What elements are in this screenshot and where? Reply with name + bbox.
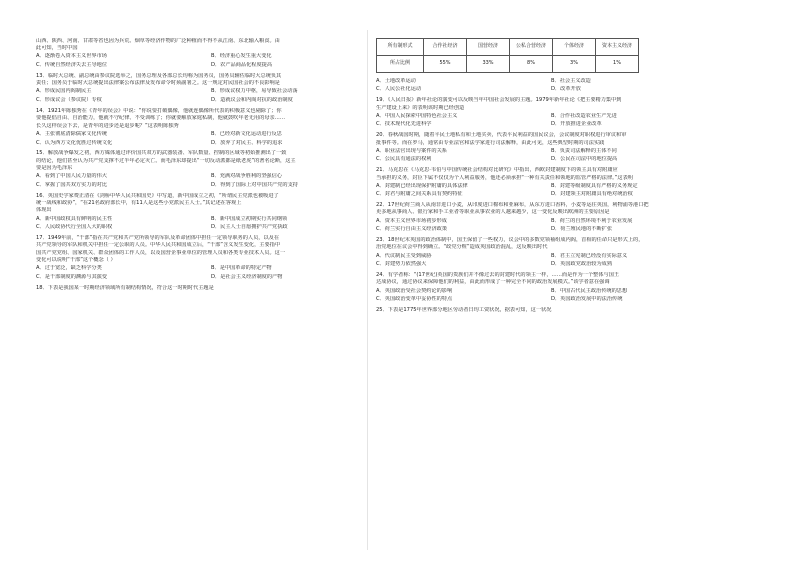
answer-option: B．是中国革命的特定产物 [211,265,272,272]
table-row [377,56,639,73]
answer-options-row [376,147,726,156]
answer-option: D．公民在司法中的地位提高 [551,156,618,163]
answer-option: C．荷兰实行自由主义经济政策 [376,226,448,233]
answer-option: A．中国人民探索中国特色社会主义 [376,112,458,119]
answer-option: A．封建制已经出现保护附庸的具体法律 [376,182,468,189]
table-cell: 8% [510,56,553,73]
answer-option: B．形成议权力中枢，易导致社会动荡 [211,88,298,95]
question-text-line: 17．1949年前，“干部”指在共产党和共产党所领导的军队及革命团体中担任一定领导职务的人员，以及在 [36,235,280,242]
question-text-line: 要是因为毛泽东 [36,165,73,172]
question-text-line: 当承担的义务，封臣下属不仅仅为个人利益服务，他还必须承担“一种有关责任和领地的监管严格的法律。”这表明 [376,174,633,181]
answer-option: C．传统自然经济失去主导地位 [36,62,108,69]
answer-options-row [36,53,386,62]
answer-option: B．已经对新文化运动进行反思 [211,130,282,137]
question-text-line: 19．《人民日报》新年社论的演变可以反映当年中国社会发展的主题。1979年新年社论《把主要精力集中到 [376,97,622,104]
answer-option: D．民主人士自愿拥护共产党执政 [211,224,288,231]
question-text-line: 统一战线和政协”，“在21名政府部长中，有11人是这些小党派民主人士。”其记述在客观上 [36,200,242,207]
answer-options-row [36,139,386,148]
answer-option: B．中国古代民主政治传统的思想 [551,287,628,294]
answer-options-row [36,224,386,233]
answer-option: C．是干部制度的渊源与其演变 [36,274,108,281]
answer-option: B．负责司法解释的主体不同 [551,147,617,154]
answer-options-row [376,182,726,191]
question-text-line: 共产党领导的军队和机关中担任一定公职的人员。中华人民共和国成立后，“干部”含义发生变化，主要指中 [36,242,281,249]
answer-option: A．资本主义世界市场初步形成 [376,217,447,224]
answer-option: D．是社会主义经济制度的产物 [211,274,283,281]
answer-option: C．封君与附庸之间关系具有契约特征 [376,191,463,198]
right-column [376,38,726,314]
answer-option: D．得到了国际上对中国共产党的支持 [211,181,298,188]
answer-option: C．人民政协代行全国人大的职权 [36,224,113,231]
question-text-line: 责任；国务员于临时大总统提出法律案公布法律及发布命令时须副署之。这一规定对民国社会的不良影响是 [36,80,280,87]
question-text-line: 此可知，当时中国 [36,45,78,52]
question-text-line: 更多地从事商人、银行家和手工业者等职业从事农业的人越来越少，这一变化反映出欧洲的主要原因是 [376,209,610,216]
question-text-line: 要他提倡自由、自治能力，他就不守纪律、不受训练了；你就要解放家庭私制，他就鼓吹年老无用的母亲…… [36,115,286,122]
question-text-line: 山西、陕西、河南、甘肃等省也因为兵荒、烟草等经济作物的广泛种植而不得不从江南、东北输入粮食。由 [36,38,280,44]
question-text-line: 23．18世纪末英国的政治体制中，国王保留了一些权力，议会中的多数党领袖组成内阁，首相的任命只是形式上的， [376,237,644,244]
table-cell: 所占比例 [377,56,424,73]
question-text-line: 25．下表是1775年世界部分地区劳动者日均工资状况，据表可知，这一状况 [376,307,552,313]
answer-option: C．公民具有通法的权利 [376,156,432,163]
question-text-line: 13．临时大总统、副总统由参议院选举之，国务总理及各部总长均称为国务员，国务员辅佐临时大总统负其 [36,72,282,79]
answer-option: D．开放推进企业改革 [551,121,602,128]
answer-options-row [36,181,386,190]
answer-option: D．造就议会和内阁对抗的政治制度 [211,97,293,104]
answer-option: D．改革开放 [551,86,581,93]
question-text-line: 长久这样误会下去，是青年的进步还是退步呢？”这表明陈独秀 [36,122,179,129]
answer-option: B．充满对战争胜利的坚强信心 [211,173,282,180]
answer-option: B．经济重心发生重大变化 [211,53,272,60]
table-header-cell: 资本主义经济 [596,39,639,56]
question-text-line: 22．17世纪荷兰商人从南非进口小麦，从印度进口棉布和亚麻布，从东方进口香料，小麦等运往英国，利物浦等港口把 [376,202,649,209]
answer-options-row [36,62,386,71]
table-header-row [377,39,639,56]
answer-options-row [36,273,386,282]
answer-option: C．形成议会（参议院）专权 [36,97,102,104]
answer-options-row [36,130,386,139]
answer-option: B．荷兰的自然环境不利于农业发展 [551,217,633,224]
answer-options-row [376,156,726,165]
answer-option: D．英国政党政治较为成熟 [551,261,613,268]
question-text-line: 16．英国史学家费正清在《剑桥中华人民共和国史》中写道，新中国成立之初，“所谓民主党派也被吸进了 [36,192,279,199]
answer-option: C．技术现代化先进科学 [376,121,432,128]
question-text-line: 体现出 [36,207,52,214]
ownership-table [376,38,639,73]
table-header-cell: 公私合营经济 [510,39,553,56]
answer-options-row [376,296,726,305]
answer-options-row [36,265,386,274]
left-column [36,38,386,292]
answer-option: A．过于宽泛，缺乏科学分类 [36,265,102,272]
table-cell: 1% [596,56,639,73]
answer-options-row [376,77,726,86]
table-cell: 33% [467,56,510,73]
answer-option: B．合作社改造农业生产先进 [551,112,617,119]
question-text-line: 14．1921年陈独秀在《青年的误会》中说：“你说要打破偶像，他就连偶像所代表的积极意义也剔除了；你 [36,107,282,114]
question-text-line: 20．春秋战国时期，随着平民土地私有和土地买卖，代表平民利益的国民议会，会议制度对职权进行审议和审 [376,132,627,139]
question-text-line: 批事件等。而在罗马，通常由专业法官和法学家进行司法解释，由此可见，这些典型时期的司法实践 [376,139,605,146]
answer-option: C．掌握了国共双方实力的对比 [36,181,108,188]
answer-option: A．看到了中国人民力量的伟大 [36,173,107,180]
answer-option: A．新中国政权具有鲜明的民主性 [36,215,113,222]
question-text-line: 治党地位在议会中得到确立。“政党分赃”造成英国政治混乱，这反映出时代 [376,244,548,251]
answer-options-row [376,121,726,130]
answer-option: A．职业法官出现与案件的关系 [376,147,447,154]
answer-options-row [36,172,386,181]
question-text-line: 24．有学者称：“(17世纪)英国的贵族们并不像过去的封建时代的领主一样，……而是作为一个整体与国王 [376,272,620,279]
answer-option: D．农产品商品化程度提高 [211,62,273,69]
answer-options-row [36,215,386,224]
table-header-cell: 个体经济 [553,39,596,56]
answer-options-row [376,112,726,121]
question-text-line: 达成协议，通过协议来保障他们的利益，由此而形成了一种完全不同的政治发展模式。”该学者意在强调 [376,279,610,286]
answer-options-row [376,191,726,200]
right-column-flow [376,77,726,314]
answer-option: C．封建势力依然强大 [376,261,427,268]
table-cell: 3% [553,56,596,73]
answer-option: A．形成民国内阁制民主 [36,88,92,95]
answer-option: B．封建等级制度具有严格的义务规定 [551,182,638,189]
answer-option: A．代议制民主受到威胁 [376,252,432,259]
answer-option: D．封建领主对附庸具有绝对统治权 [551,191,633,198]
answer-options-row [36,97,386,106]
table-header-cell: 合作社经济 [424,39,467,56]
table-header-cell: 所有制形式 [377,39,424,56]
answer-option: C．人民公社化运动 [376,86,422,93]
answer-option: B．君主立宪制已经没有实际意义 [551,252,628,259]
answer-option: A．逐渐卷入资本主义世界市场 [36,53,107,60]
answer-option: C．英国政治变革中妥协性的特点 [376,296,453,303]
answer-option: A．主张彻底清除儒家文化传统 [36,130,107,137]
answer-option: D．荷兰殖民地的不断扩张 [551,226,613,233]
answer-options-row [36,88,386,97]
question-text-line: 18．下表是我国某一时期经济领域所有制结构情况，符合这一时期时代主题是 [36,284,214,291]
answer-options-row [376,252,726,261]
question-text-line: 的结论，他们甚至认为共产党支撑不过半年必定灭亡。而毛泽东却提出“一切反动派都是纸老虎”的著名论断，这主 [36,157,296,164]
answer-option: B．新中国成立初期实行共同纲领 [211,215,288,222]
question-text-line: 15．解放战争爆发之初，西方媒体通过评价国共双方的武器装备、军队数量、控制的区域等初始推测出了一致 [36,150,287,157]
answer-option: A．土地改革运动 [376,77,416,84]
answer-options-row [376,261,726,270]
answer-option: D．英国政治发展中的法治传统 [551,296,623,303]
answer-options-row [376,86,726,95]
question-text-line: 国共产党党组、国家机关、群众团体的工作人员，以及国营企事业单位的管理人员和各类专业技术人员。这一 [36,249,286,256]
answer-options-row [376,287,726,296]
answer-option: C．认为西方文化优胜过传统文化 [36,139,113,146]
question-text-line: 生产建设上来》的表明该时期已经创造 [376,104,465,111]
answer-option: A．英国政治受社会契约论的影响 [376,287,453,294]
question-text-line: 21．马克思在《马克思·韦伯与中国传统社会结构对比研究》中指出，西欧封建制度下的领主具有对附庸应 [376,167,618,174]
answer-option: D．放弃了对民主、科学的追求 [211,139,283,146]
answer-options-row [376,226,726,235]
table-header-cell: 国营经济 [467,39,510,56]
table-cell: 55% [424,56,467,73]
answer-options-row [376,217,726,226]
answer-option: B．社会主义改造 [551,77,591,84]
question-text-line: 变化可以说明“干部”这个概念（ ） [36,257,116,264]
